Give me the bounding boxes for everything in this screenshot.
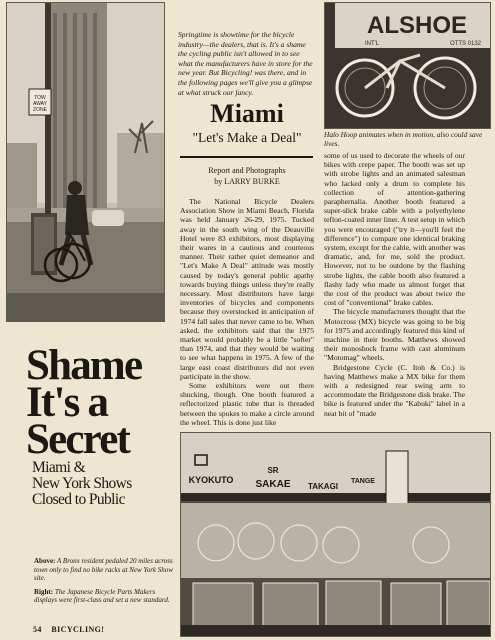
byline-line1: Report and Photographs — [208, 166, 286, 175]
booth-sign-takagi: TAKAGI — [307, 482, 339, 491]
body-paragraph: The bicycle manufacturers thought that the Motocross (MX) bicycle was going to be big for 1975 and accordingly featured this kind of machine in their booths. Matthews showed their monoshock frame with cast aluminum "Motomag" wheels. — [324, 307, 465, 363]
caption-right — [34, 588, 174, 605]
booth-sign-sr: SR — [267, 466, 279, 475]
feature-deck — [32, 460, 182, 508]
magazine-name: BICYCLING! — [51, 625, 105, 634]
tow-away-sign-line1: TOW — [34, 95, 46, 101]
caption-above — [34, 557, 174, 583]
article-subtitle: "Let's Make a Deal" — [192, 130, 302, 145]
title-rule — [180, 156, 313, 158]
body-column-1 — [180, 197, 314, 427]
booth-sign-sakae: SAKAE — [255, 479, 291, 490]
page-number: 54 — [33, 625, 42, 634]
booth-sign-tange: TANGE — [351, 478, 375, 485]
booth-banner-phone-text: OTTS 0132 — [450, 41, 482, 47]
headline-line: Secret — [26, 416, 129, 463]
feature-headline — [26, 342, 176, 463]
photo-captions — [34, 557, 174, 610]
headline-line: It's a — [26, 379, 108, 426]
byline-line2: by LARRY BURKE — [214, 176, 280, 186]
photo-bronx-cyclist — [6, 2, 165, 322]
body-paragraph: Some exhibitors were out there shucking, though. One booth featured a reflectorized plastic tube that is threaded between the spokes to make a circle around the wheel. This is done just like — [180, 381, 314, 427]
photo-japanese-parts-booths — [180, 432, 491, 637]
body-paragraph: The National Bicycle Dealers Association Show in Miami Beach, Florida was held January 26-29, 1975. Tucked away in the south wing of the Deauville Hotel were 83 exhibitors, most displaying their wares in a cautious and courteous manner. Their rather quiet demeanor and "Let's Make A Deal" attitude was mostly caused by today's general public apathy towards buying things unless they're really necessary. Most distributors have large inventories of bicycles and components because they overstocked in anticipation of 1974 fall sales that never came to be. When asked, the exhibitors said that the 1975 market would probably be a little "softer" than 1974, and that they would be waiting to see what happens in 1975. A few of the large east coast distributors did not even participate in the show. — [180, 197, 314, 381]
booth-sign-kyokuto: KYOKUTO — [188, 475, 234, 485]
booth-banner-small-text: INT'L — [365, 41, 380, 47]
article-intro: Springtime is showtime for the bicycle industry—the dealers, that is. It's a shame the cycling public isn't allowed in to see what the manufacturers have in store for the new year. But Bicycling! was there, and in the following pages we'll give you a glimpse at what struck our fancy. — [178, 30, 313, 97]
booth-banner-text: ALSHOE — [366, 12, 468, 39]
deck-line: Closed to Public — [32, 491, 125, 508]
tow-away-sign-line3: ZONE — [33, 107, 47, 113]
body-paragraph: Bridgestone Cycle (C. Itoh & Co.) is having Matthews make a MX bike for them with a redesigned rear swing arm to accommodate the Bridgestone disk brake. The bike is featured under the "Kabuki" label in a neat bit of "made — [324, 362, 465, 418]
caption-halo-hoop: Halo Hoop animates when in motion, also could save lives. — [324, 130, 483, 148]
caption-above-text: A Bronx resident pedaled 20 miles across town only to find no bike racks at New York Show site. — [34, 557, 173, 583]
page-footer — [33, 625, 104, 634]
caption-right-text: The Japanese Bicycle Parts Makers displays were first-class and set a new standard. — [34, 587, 170, 605]
photo-halo-hoop-booth — [324, 2, 491, 129]
caption-above-label: Above: — [34, 557, 56, 565]
deck-line: Miami & — [32, 459, 86, 476]
caption-right-label: Right: — [34, 587, 54, 596]
article-title: Miami — [210, 99, 284, 128]
tow-away-sign-line2: AWAY — [33, 101, 47, 107]
deck-line: New York Shows — [32, 475, 132, 492]
body-paragraph: some of us used to decorate the wheels of our bikes with crepe paper. The booth was set up with strobe lights and an animated salesman who lacked only a drum to complete his collection of attention-gathering paraphernalia. Another booth featured a super-slick brake cable with a polyethylene teflon-coated inner liner. A test setup in which you were encouraged ("try it—you'll feel the difference") to compare one identical braking system, except for the cable, with another was dramatic, and, for me, sold the product. However, not to be outdone by the flashing strobe lights, the cable booth also featured a flashy lady who made us almost forget that the cost of the product was about twice the cost of "conventional" brake cables. — [324, 151, 465, 308]
headline-line: Shame — [26, 342, 142, 389]
byline — [182, 166, 312, 187]
body-column-2 — [324, 151, 465, 418]
